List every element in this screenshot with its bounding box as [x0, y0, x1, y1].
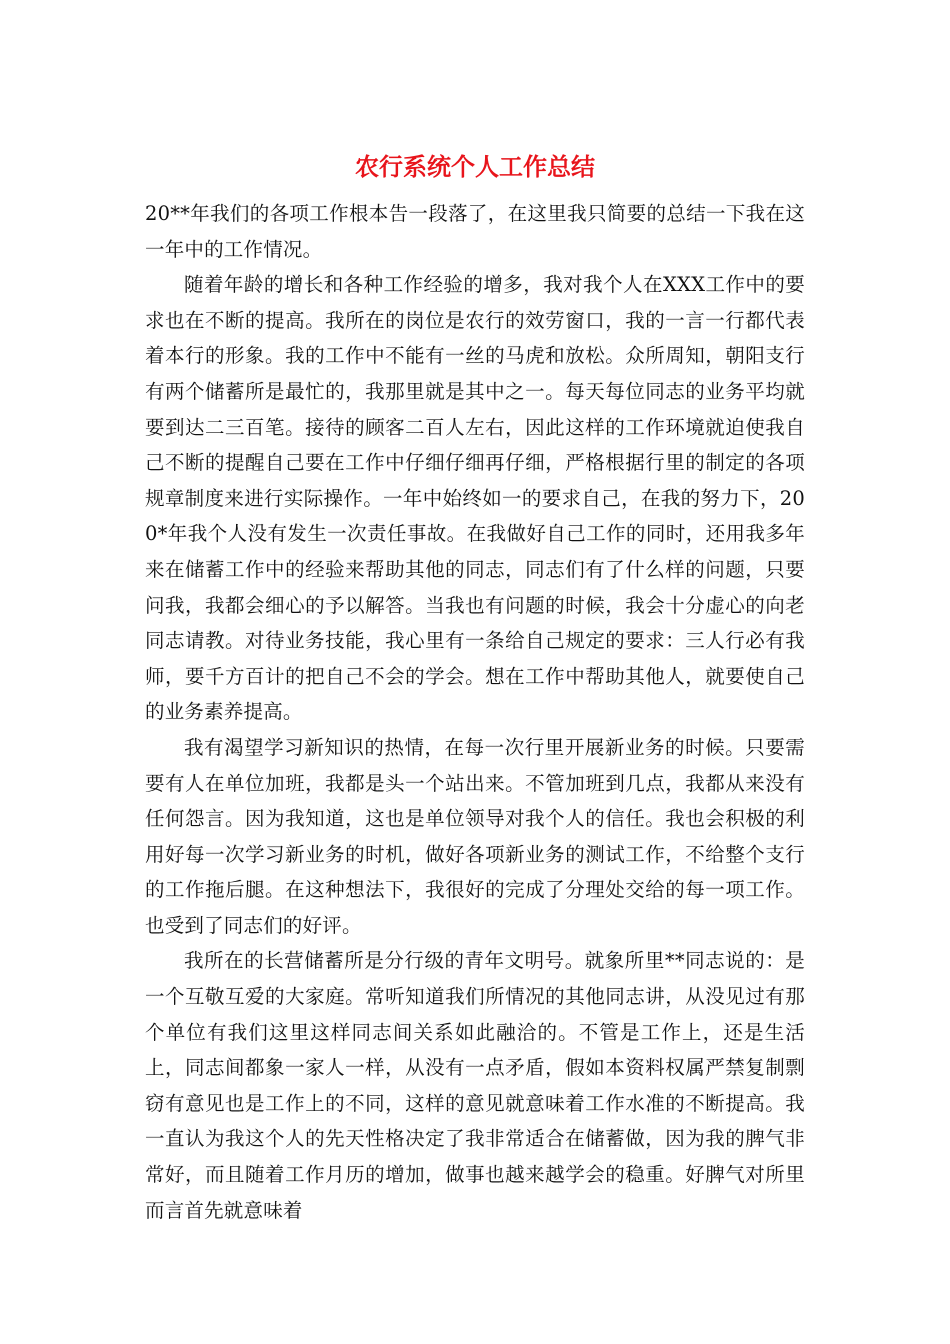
paragraph-intro: 20**年我们的各项工作根本告一段落了，在这里我只简要的总结一下我在这一年中的工作情况。 — [145, 202, 805, 261]
document-title: 农行系统个人工作总结 — [355, 152, 595, 181]
paragraph-work-requirements: 随着年龄的增长和各种工作经验的增多，我对我个人在XXX工作中的要求也在不断的提高。我所在的岗位是农行的效劳窗口，我的一言一行都代表着本行的形象。我的工作中不能有一丝的马虎和放松。众所周知，朝阳支行有两个储蓄所是最忙的，我那里就是其中之一。每天每位同志的业务平均就要到达二三百笔。接待的顾客二百人左右，因此这样的工作环境就迫使我自己不断的提醒自己要在工作中仔细仔细再仔细，严格根据行里的制定的各项规章制度来进行实际操作。一年中始终如一的要求自己，在我的努力下，200*年我个人没有发生一次责任事故。在我做好自己工作的同时，还用我多年来在储蓄工作中的经验来帮助其他的同志，同志们有了什么样的问题，只要问我，我都会细心的予以解答。当我也有问题的时候，我会十分虚心的向老同志请教。对待业务技能，我心里有一条给自己规定的要求：三人行必有我师，要千方百计的把自己不会的学会。想在工作中帮助其他人，就要使自己的业务素养提高。 — [145, 273, 805, 724]
document-body — [145, 196, 805, 1228]
paragraph-team: 我所在的长营储蓄所是分行级的青年文明号。就象所里**同志说的：是一个互敬互爱的大家庭。常听知道我们所情况的其他同志讲，从没见过有那个单位有我们这里这样同志间关系如此融洽的。不管是工作上，还是生活上，同志间都象一家人一样，从没有一点矛盾，假如本资料权属严禁复制剽窃有意见也是工作上的不同，这样的意见就意味着工作水准的不断提高。我一直认为我这个人的先天性格决定了我非常适合在储蓄做，因为我的脾气非常好，而且随着工作月历的增加，做事也越来越学会的稳重。好脾气对所里而言首先就意味着 — [145, 949, 805, 1222]
paragraph-learning: 我有渴望学习新知识的热情，在每一次行里开展新业务的时候。只要需要有人在单位加班，我都是头一个站出来。不管加班到几点，我都从来没有任何怨言。因为我知道，这也是单位领导对我个人的信任。我也会积极的利用好每一次学习新业务的时机，做好各项新业务的测试工作，不给整个支行的工作拖后腿。在这种想法下，我很好的完成了分理处交给的每一项工作。也受到了同志们的好评。 — [145, 735, 805, 937]
